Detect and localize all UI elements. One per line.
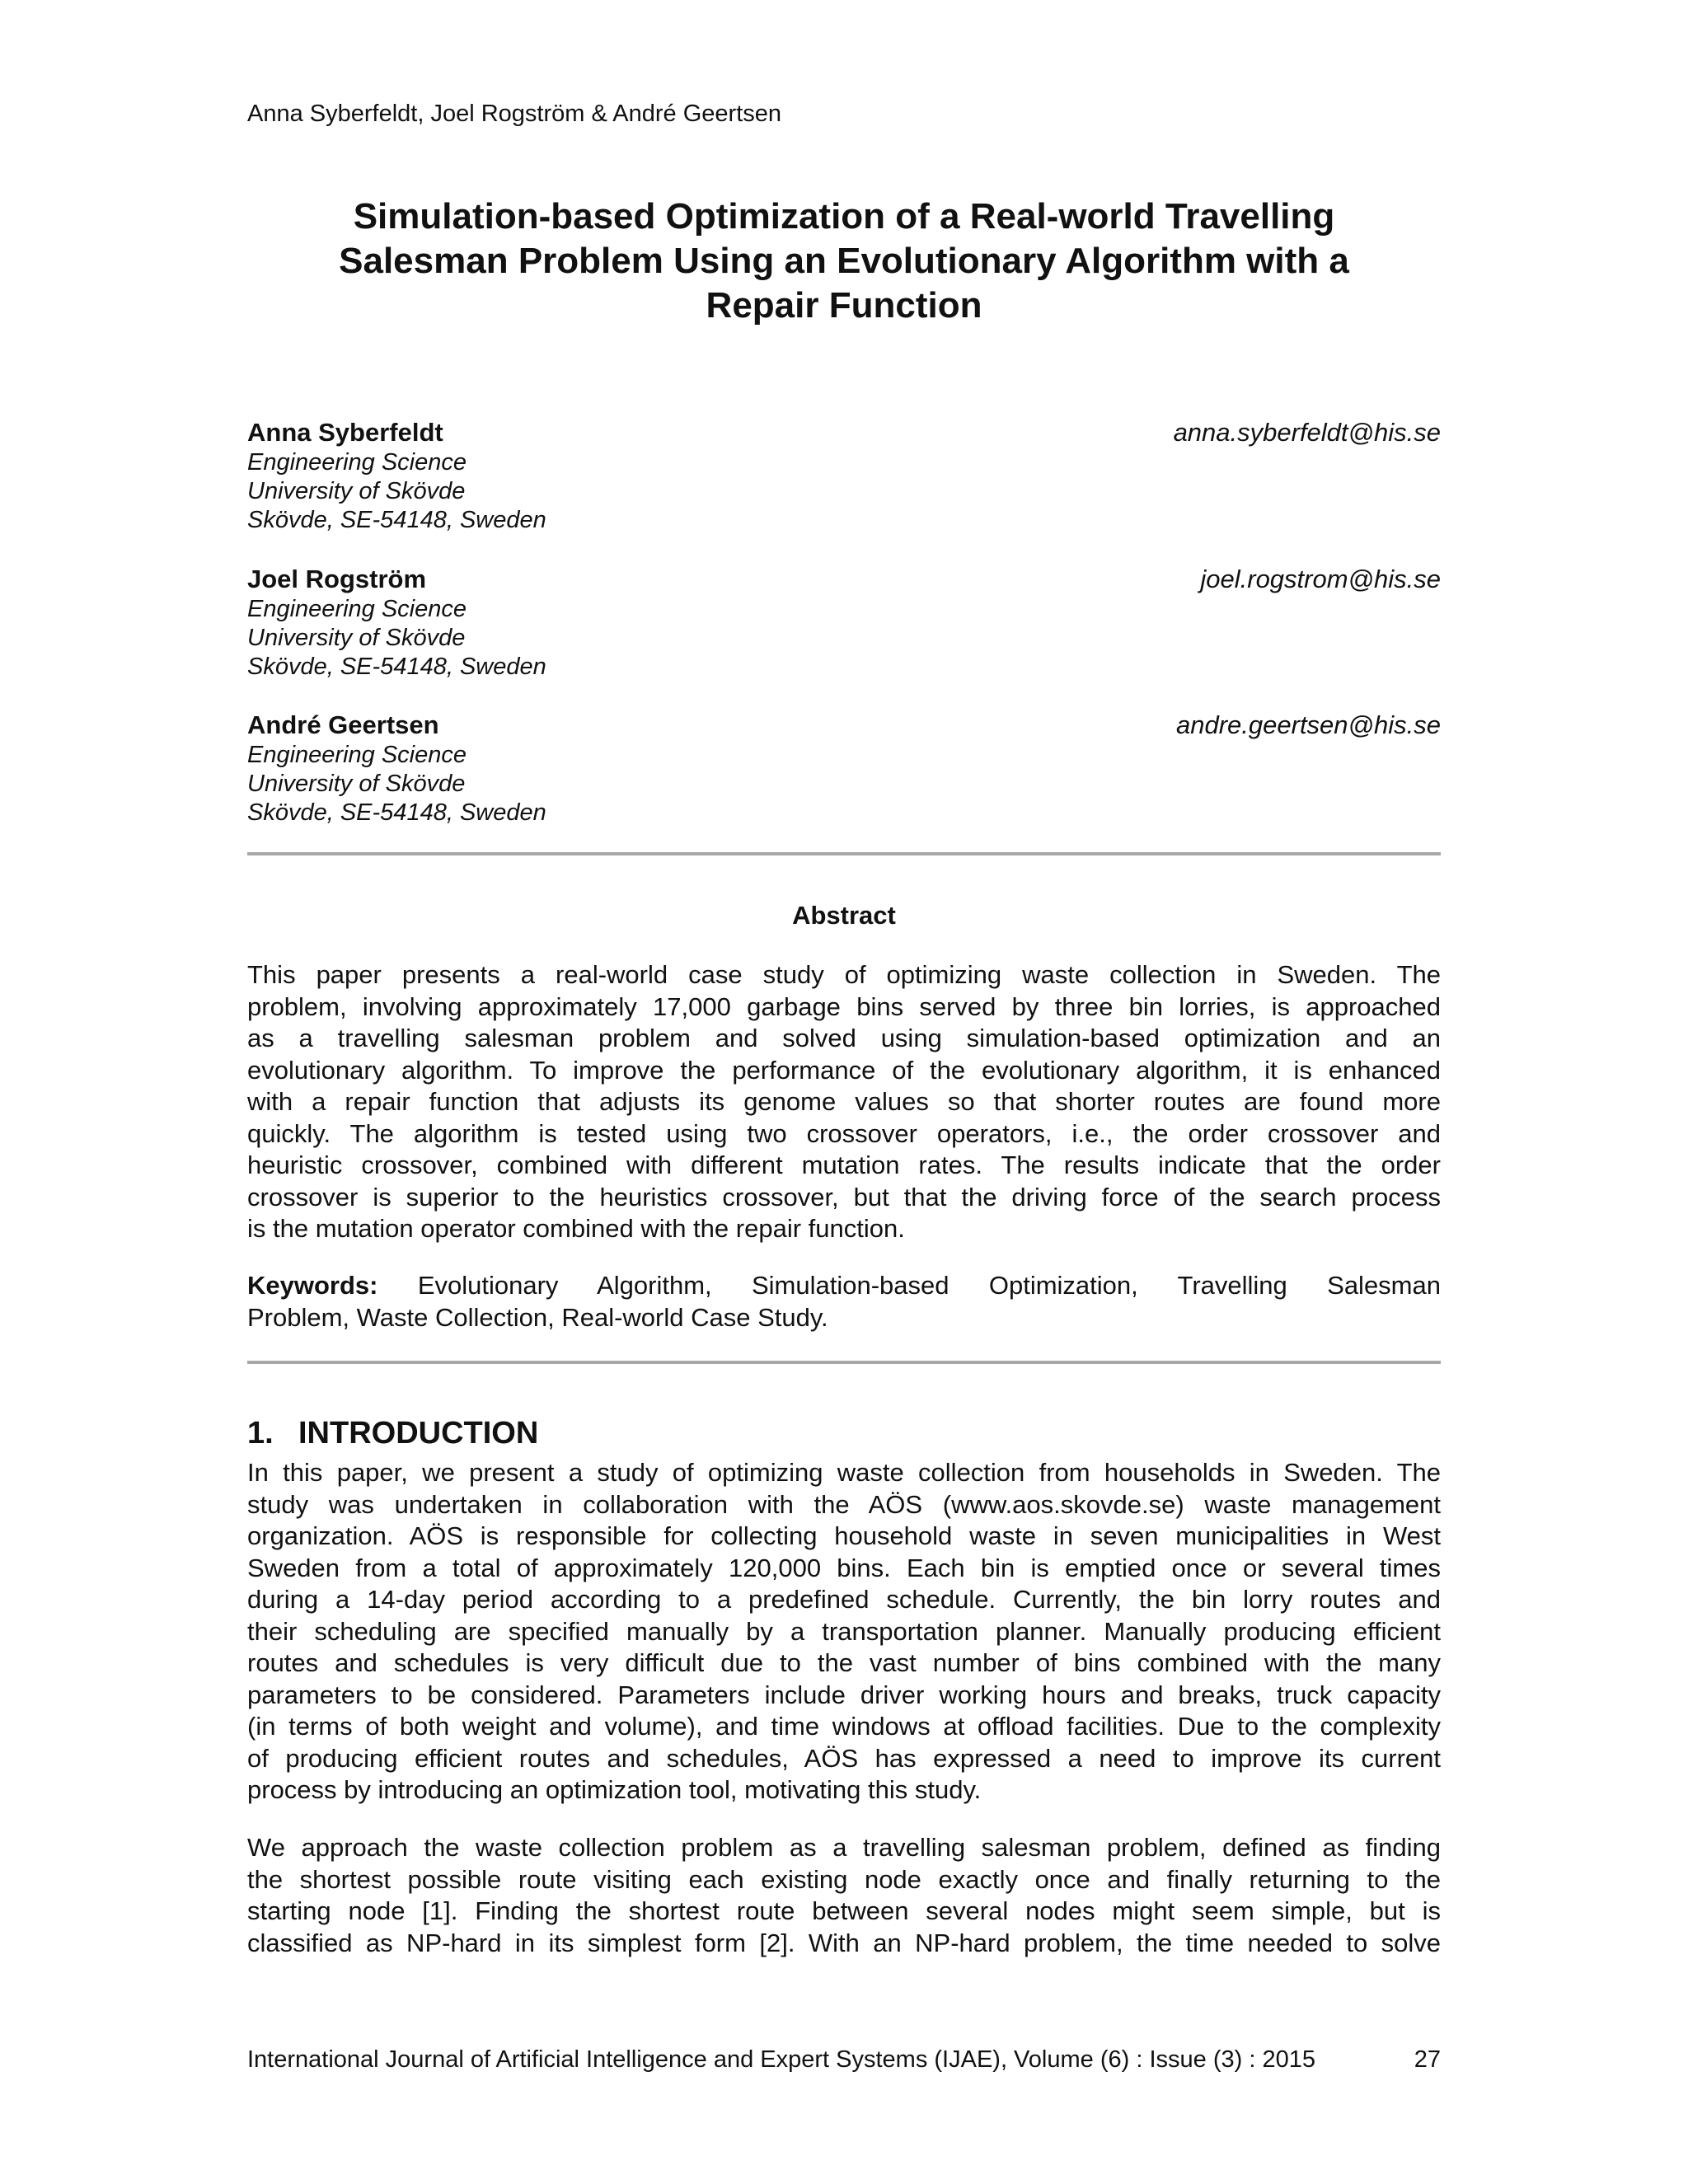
divider-rule [247,1361,1441,1364]
section-title: INTRODUCTION [298,1416,539,1451]
body-line: of producing efficient routes and schedules, AÖS has expressed a need to improve its current [247,1743,1441,1773]
author-department: Engineering Science [247,742,467,768]
keywords-label: Keywords: [247,1271,378,1300]
page-number: 27 [1414,2046,1441,2073]
author-department: Engineering Science [247,449,467,476]
author-address: Skövde, SE-54148, Sweden [247,507,546,533]
divider-rule [247,852,1441,855]
section-heading [247,1416,538,1451]
title-line: Repair Function [706,285,982,326]
abstract-line: as a travelling salesman problem and solved using simulation-based optimization and an [247,1024,1441,1052]
author-university: University of Skövde [247,771,466,797]
keywords-text: Problem, Waste Collection, Real-world Case Study. [247,1302,828,1332]
author-email: joel.rogstrom@his.se [1200,565,1441,593]
abstract-line: quickly. The algorithm is tested using two crossover operators, i.e., the order crossover and [247,1118,1441,1148]
abstract-line: This paper presents a real-world case study of optimizing waste collection in Sweden. The [247,960,1441,989]
body-line: parameters to be considered. Parameters include driver working hours and breaks, truck capacity [247,1680,1441,1709]
abstract-line: heuristic crossover, combined with different mutation rates. The results indicate that the order [247,1151,1441,1179]
intro-paragraph-2 [247,1832,1441,1959]
author-email: andre.geertsen@his.se [1176,710,1441,739]
author-department: Engineering Science [247,596,467,622]
body-line: starting node [1]. Finding the shortest route between several nodes might seem simple, but is [247,1896,1441,1925]
author-block-2 [247,564,1441,682]
body-line: study was undertaken in collaboration with the AÖS (www.aos.skovde.se) waste management [247,1489,1441,1519]
body-line: We approach the waste collection problem as a travelling salesman problem, defined as finding [247,1833,1441,1862]
author-name: Anna Syberfeldt [247,418,443,447]
journal-citation: International Journal of Artificial Intelligence and Expert Systems (IJAE), Volume (6) : Issue (3) : 2015 [247,2046,1315,2073]
body-line: process by introducing an optimization tool, motivating this study. [247,1775,982,1804]
body-line: classified as NP-hard in its simplest form [2]. With an NP-hard problem, the time needed to solve [247,1928,1441,1957]
abstract-heading: Abstract [792,901,896,930]
body-line: organization. AÖS is responsible for collecting household waste in seven municipalities in West [247,1521,1441,1550]
section-number: 1. [247,1416,274,1451]
page-footer [247,2046,1441,2074]
abstract-line: is the mutation operator combined with the repair function. [247,1214,905,1243]
body-line: their scheduling are specified manually by a transportation planner. Manually producing efficient [247,1616,1441,1646]
author-name: Joel Rogström [247,565,427,593]
keywords [247,1270,1441,1333]
author-block-1 [247,417,1441,535]
body-line: (in terms of both weight and volume), and time windows at offload facilities. Due to the complexity [247,1712,1441,1741]
body-line: during a 14-day period according to a predefined schedule. Currently, the bin lorry routes and [247,1585,1441,1614]
author-address: Skövde, SE-54148, Sweden [247,654,546,680]
abstract-line: problem, involving approximately 17,000 garbage bins served by three bin lorries, is approached [247,991,1441,1021]
intro-paragraph-1 [247,1457,1441,1807]
author-email: anna.syberfeldt@his.se [1173,418,1441,447]
keywords-text: Evolutionary Algorithm, Simulation-based Optimization, Travelling Salesman [417,1271,1441,1300]
author-address: Skövde, SE-54148, Sweden [247,799,546,826]
author-name: André Geertsen [247,710,439,739]
abstract-line: with a repair function that adjusts its genome values so that shorter routes are found more [247,1087,1441,1116]
body-line: routes and schedules is very difficult due to the vast number of bins combined with the many [247,1648,1441,1677]
author-university: University of Skövde [247,625,466,651]
body-line: Sweden from a total of approximately 120,000 bins. Each bin is emptied once or several times [247,1553,1441,1582]
author-university: University of Skövde [247,478,466,504]
paper-title [247,194,1441,328]
abstract-body [247,959,1441,1245]
title-line: Simulation-based Optimization of a Real-world Travelling [353,196,1335,237]
title-line: Salesman Problem Using an Evolutionary Algorithm with a [339,241,1349,281]
abstract-line: evolutionary algorithm. To improve the performance of the evolutionary algorithm, it is enhanced [247,1055,1441,1085]
body-line: the shortest possible route visiting each existing node exactly once and finally returning to the [247,1864,1441,1894]
abstract-line: crossover is superior to the heuristics crossover, but that the driving force of the search process [247,1182,1441,1212]
body-line: In this paper, we present a study of optimizing waste collection from households in Sweden. The [247,1458,1441,1487]
author-block-3 [247,710,1441,827]
running-header: Anna Syberfeldt, Joel Rogström & André Geertsen [247,101,782,127]
